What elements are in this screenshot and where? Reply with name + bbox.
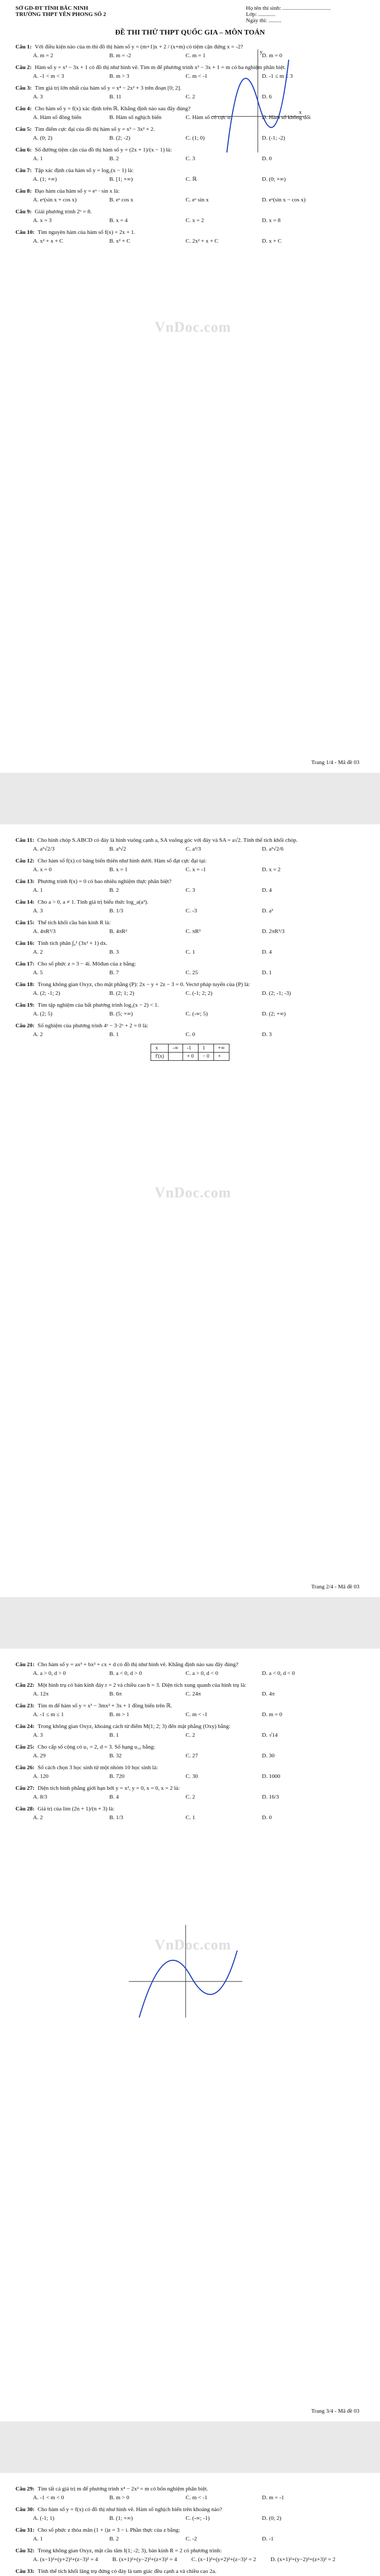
- question-text: Cho hàm số f(x) có bảng biến thiên như hình dưới. Hàm số đạt cực đại tại:: [37, 858, 207, 864]
- question-text: Tìm tất cả giá trị m để phương trình x⁴ − 2x² = m có bốn nghiệm phân biệt.: [37, 2486, 208, 2492]
- answer-option[interactable]: C. 1: [186, 1815, 195, 1821]
- question-text: Trong không gian Oxyz, cho mặt phẳng (P): 2x − y + 2z − 3 = 0. Vectơ pháp tuyến của (P) là:: [37, 981, 250, 988]
- answer-option[interactable]: B. (2; -2): [109, 135, 130, 141]
- table-cell: x: [151, 1044, 169, 1053]
- answer-option[interactable]: D. a < 0, d < 0: [262, 1670, 295, 1676]
- answer-option[interactable]: B. (1; +∞): [109, 2515, 133, 2521]
- question-text: Trong không gian Oxyz, mặt cầu tâm I(1; -2; 3), bán kính R = 2 có phương trình:: [37, 2548, 222, 2554]
- table-cell: 1: [198, 1044, 213, 1053]
- question: [0, 1762, 380, 1783]
- answer-option[interactable]: D. 1000: [262, 1773, 280, 1780]
- answer-options: [15, 1752, 365, 1760]
- answer-option[interactable]: C. 30: [186, 1773, 198, 1780]
- question-text: Cho số phức z thỏa mãn (1 + i)z = 3 − i. Phần thực của z bằng:: [37, 2527, 180, 2533]
- answer-option[interactable]: C. m < -1: [186, 2495, 208, 2501]
- answer-option[interactable]: D. √14: [262, 1732, 278, 1738]
- question-number: Câu 6:: [15, 147, 32, 153]
- answer-option[interactable]: B. 720: [109, 1773, 125, 1780]
- table-cell: [169, 1053, 183, 1061]
- answer-option[interactable]: D. a³: [262, 908, 273, 914]
- question: [0, 2483, 380, 2504]
- dept-name: SỞ GD-ĐT TỈNH BẮC NINH: [15, 5, 88, 11]
- answer-options: [15, 93, 365, 101]
- exam-title: ĐỀ THI THỬ THPT QUỐC GIA – MÔN TOÁN: [115, 29, 265, 37]
- question-text: Với điều kiện nào của m thì đồ thị hàm số y = (m+1)x + 2 / (x+m) có tiệm cận đứng x = -2?: [35, 44, 243, 50]
- question: [0, 2524, 380, 2545]
- question-text: Một hình trụ có bán kính đáy r = 2 và chiều cao h = 3. Diện tích xung quanh của hình trụ là:: [37, 1682, 246, 1688]
- question: [0, 835, 380, 855]
- answer-option[interactable]: B. x = 1: [109, 867, 128, 873]
- answer-option[interactable]: D. 4: [262, 887, 272, 893]
- answer-options: [15, 907, 365, 915]
- question: [0, 1680, 380, 1700]
- question-number: Câu 19:: [15, 1002, 35, 1008]
- watermark: VnDoc.com: [155, 1937, 232, 1953]
- answer-option[interactable]: D. (0; +∞): [262, 176, 286, 182]
- answer-option[interactable]: C. m < -1: [186, 1711, 208, 1718]
- answer-options: [15, 866, 365, 874]
- question-text: Tìm nguyên hàm của hàm số f(x) = 2x + 1.: [37, 229, 136, 235]
- answer-options: [15, 217, 365, 225]
- answer-options: [15, 969, 365, 977]
- question: [0, 1659, 380, 1680]
- question-text: Cho hàm số y = f(x) có đồ thị như hình vẽ. Hàm số nghịch biến trên khoảng nào?: [37, 2506, 222, 2513]
- question-number: Câu 2:: [15, 64, 32, 71]
- answer-option[interactable]: C. Hàm số có cực trị: [186, 114, 233, 121]
- question-text: Tập xác định của hàm số y = log₂(x − 1) là:: [35, 167, 134, 174]
- answer-option[interactable]: C. 3: [186, 156, 195, 162]
- question: [0, 2504, 380, 2524]
- answer-option[interactable]: C. a > 0, d < 0: [186, 1670, 219, 1676]
- page-4: [0, 2473, 380, 2576]
- answer-option[interactable]: B. (5; +∞): [109, 1011, 133, 1017]
- answer-options: [15, 134, 365, 142]
- question: [0, 2566, 380, 2576]
- answer-option[interactable]: C. (-1; 2; 2): [186, 990, 212, 996]
- answer-option[interactable]: C. (-∞; 5): [186, 1011, 208, 1017]
- question-number: Câu 13:: [15, 878, 35, 885]
- answer-option[interactable]: B. 1/3: [109, 1815, 123, 1821]
- answer-options: [15, 1793, 365, 1801]
- answer-option[interactable]: C. -3: [186, 908, 197, 914]
- answer-option[interactable]: B. m = -2: [109, 53, 131, 59]
- question-number: Câu 29:: [15, 2486, 35, 2492]
- answer-options: [15, 1690, 365, 1698]
- svg-text:x: x: [299, 110, 302, 115]
- answer-option[interactable]: D. 1: [262, 970, 272, 976]
- question-number: Câu 21:: [15, 1662, 35, 1668]
- question: [0, 999, 380, 1020]
- question-text: Cho hàm số y = ax³ + bx² + cx + d có đồ thị như hình vẽ. Khẳng định nào sau đây đúng?: [37, 1662, 239, 1668]
- answer-option[interactable]: B. (x+1)²+(y−2)²+(z+3)² = 4: [112, 2556, 177, 2563]
- answer-option[interactable]: D. 4: [262, 949, 272, 955]
- answer-option[interactable]: A. 2: [33, 1031, 43, 1038]
- school-name: TRƯỜNG THPT YÊN PHONG SỐ 2: [15, 11, 106, 18]
- question-number: Câu 10:: [15, 229, 35, 235]
- question-number: Câu 31:: [15, 2527, 35, 2533]
- answer-option[interactable]: A. 5: [33, 970, 43, 976]
- exam-header: [0, 0, 380, 24]
- page-gap: [0, 1597, 380, 1649]
- question-number: Câu 1:: [15, 44, 32, 50]
- answer-options: [15, 928, 365, 936]
- answer-option[interactable]: D. x = 8: [262, 217, 281, 224]
- question-number: Câu 27:: [15, 1785, 35, 1791]
- answer-option[interactable]: D. 16/3: [262, 1794, 279, 1800]
- answer-option[interactable]: C. (-∞; -1): [186, 2515, 210, 2521]
- table-cell: f'(x): [151, 1053, 169, 1061]
- question-text: Giải phương trình 2ˣ = 8.: [35, 209, 92, 215]
- answer-option[interactable]: A. 3: [33, 1732, 43, 1738]
- answer-option[interactable]: A. 3: [33, 908, 43, 914]
- answer-option[interactable]: D. 0: [262, 156, 272, 162]
- answer-option[interactable]: A. a > 0, d > 0: [33, 1670, 66, 1676]
- answer-option[interactable]: A. -1 ≤ m ≤ 1: [33, 1711, 64, 1718]
- answer-option[interactable]: A. (x−1)²+(y+2)²+(z−3)² = 4: [33, 2556, 98, 2563]
- cubic-graph-figure: [206, 44, 309, 158]
- answer-options: [15, 948, 365, 956]
- question-number: Câu 20:: [15, 1023, 35, 1029]
- answer-option[interactable]: C. 2: [186, 1794, 195, 1800]
- question-number: Câu 9:: [15, 209, 32, 215]
- answer-option[interactable]: A. m = 2: [33, 53, 54, 59]
- answer-option[interactable]: D. Hàm số không đổi: [262, 114, 311, 121]
- student-line: Họ tên thí sinh: ..................................: [246, 5, 331, 11]
- page-gap: [0, 2421, 380, 2473]
- answer-option[interactable]: C. 2: [186, 1732, 195, 1738]
- table-cell: -∞: [169, 1044, 183, 1053]
- answer-option[interactable]: C. ℝ: [186, 176, 197, 182]
- table-cell: +: [213, 1053, 229, 1061]
- answer-options: [15, 52, 365, 60]
- answer-option[interactable]: A. -1 < m < 0: [33, 2495, 64, 2501]
- answer-option[interactable]: B. m > 1: [109, 1711, 129, 1718]
- answer-option[interactable]: B. 1: [109, 1732, 119, 1738]
- answer-option[interactable]: B. a³√2: [109, 846, 126, 852]
- question: [0, 876, 380, 896]
- watermark: VnDoc.com: [155, 319, 232, 335]
- answer-option[interactable]: C. 0: [186, 1031, 195, 1038]
- question: [0, 1803, 380, 1824]
- answer-options: [15, 73, 365, 80]
- question-text: Tìm tập nghiệm của bất phương trình log₃(x − 2) < 1.: [37, 1002, 159, 1008]
- question-number: Câu 17:: [15, 961, 35, 967]
- answer-option[interactable]: B. 1: [109, 1031, 119, 1038]
- answer-options: [15, 238, 365, 245]
- answer-option[interactable]: B. Hàm số nghịch biến: [109, 114, 162, 121]
- answer-option[interactable]: A. (-1; 1): [33, 2515, 55, 2521]
- answer-option[interactable]: C. m < -1: [186, 73, 208, 79]
- answer-option[interactable]: A. 1: [33, 2536, 43, 2542]
- question: [0, 1741, 380, 1762]
- answer-options: [15, 1031, 365, 1039]
- answer-option[interactable]: A. (2; 5): [33, 1011, 53, 1017]
- answer-option[interactable]: D. a³√2/6: [262, 846, 284, 852]
- question-number: Câu 23:: [15, 1703, 35, 1709]
- page-footer: Trang 1/4 - Mã đề 03: [311, 759, 359, 766]
- question: [0, 227, 380, 247]
- answer-option[interactable]: A. -1 < m < 3: [33, 73, 64, 79]
- answer-option[interactable]: B. a < 0, d > 0: [109, 1670, 142, 1676]
- question: [0, 82, 380, 103]
- answer-options: [15, 114, 365, 122]
- question: [0, 2545, 380, 2566]
- answer-option[interactable]: A. 1: [33, 156, 43, 162]
- question-number: Câu 25:: [15, 1744, 35, 1750]
- answer-option[interactable]: B. x = 4: [109, 217, 128, 224]
- answer-option[interactable]: D. (x+1)²+(y−2)²+(z+3)² = 2: [270, 2556, 336, 2563]
- answer-option[interactable]: C. -2: [186, 2536, 197, 2542]
- answer-option[interactable]: A. 8/3: [33, 1794, 47, 1800]
- answer-option[interactable]: D. m = 0: [262, 1711, 283, 1718]
- question-text: Cho a > 0, a ≠ 1. Tính giá trị biểu thức log_a(a³).: [37, 899, 148, 905]
- question-text: Đạo hàm của hàm số y = eˣ · sin x là:: [35, 188, 120, 194]
- question-text: Tìm điểm cực đại của đồ thị hàm số y = x³ − 3x² + 2.: [35, 126, 155, 132]
- answer-option[interactable]: D. -1 ≤ m ≤ 3: [262, 73, 293, 79]
- answer-options: [15, 1773, 365, 1781]
- page-footer: Trang 3/4 - Mã đề 03: [311, 2408, 359, 2414]
- answer-option[interactable]: A. 2: [33, 1815, 43, 1821]
- page-1: [0, 0, 380, 773]
- answer-option[interactable]: D. m = 0: [262, 53, 283, 59]
- page-footer: Trang 2/4 - Mã đề 03: [311, 1584, 359, 1590]
- question: [0, 41, 380, 62]
- answer-option[interactable]: A. 3: [33, 94, 43, 100]
- answer-option[interactable]: C. x = 2: [186, 217, 204, 224]
- question-text: Số đường tiệm cận của đồ thị hàm số y = (2x + 1)/(x − 1) là:: [35, 147, 172, 153]
- question: [0, 1783, 380, 1803]
- question: [0, 1700, 380, 1721]
- answer-options: [15, 887, 365, 894]
- question-number: Câu 33:: [15, 2568, 35, 2574]
- answer-options: [15, 2535, 365, 2543]
- answer-option[interactable]: C. a³/3: [186, 846, 201, 852]
- answer-options: [15, 990, 365, 997]
- question-text: Cho hàm số y = f(x) xác định trên ℝ. Khẳng định nào sau đây đúng?: [35, 106, 191, 112]
- answer-option[interactable]: A. 4πR³/3: [33, 928, 56, 935]
- answer-option[interactable]: D. 3: [262, 1031, 272, 1038]
- question-number: Câu 5:: [15, 126, 32, 132]
- answer-option[interactable]: B. 6π: [109, 1691, 122, 1697]
- answer-option[interactable]: A. 120: [33, 1773, 48, 1780]
- question-text: Tìm giá trị lớn nhất của hàm số y = x⁴ − 2x² + 3 trên đoạn [0; 2].: [35, 85, 181, 91]
- answer-option[interactable]: B. 3: [109, 949, 119, 955]
- answer-option[interactable]: A. (2; -1; 2): [33, 990, 60, 996]
- answer-option[interactable]: A. x = 0: [33, 867, 52, 873]
- class-line: Lớp: ............: [246, 11, 275, 18]
- answer-options: [15, 176, 365, 183]
- question: [0, 103, 380, 124]
- answer-option[interactable]: D. -1: [262, 2536, 274, 2542]
- question-number: Câu 12:: [15, 858, 35, 864]
- question-text: Số cách chọn 3 học sinh từ một nhóm 10 học sinh là:: [37, 1765, 158, 1771]
- question: [0, 896, 380, 917]
- question-number: Câu 8:: [15, 188, 32, 194]
- answer-option[interactable]: B. eˣ cos x: [109, 197, 134, 203]
- answer-option[interactable]: D. x + C: [262, 238, 282, 244]
- answer-option[interactable]: D. 6: [262, 94, 272, 100]
- answer-option[interactable]: C. m = 1: [186, 53, 206, 59]
- question-text: Giá trị của lim (2n + 1)/(n + 3) là:: [37, 1806, 114, 1812]
- answer-option[interactable]: A. (0; 2): [33, 135, 53, 141]
- answer-option[interactable]: A. 29: [33, 1753, 46, 1759]
- date-line: Ngày thi: .........: [246, 18, 282, 24]
- question: [0, 958, 380, 979]
- question-number: Câu 3:: [15, 85, 32, 91]
- question-number: Câu 16:: [15, 940, 35, 946]
- question: [0, 917, 380, 938]
- question-text: Diện tích hình phẳng giới hạn bởi y = x², y = 0, x = 0, x = 2 là:: [37, 1785, 180, 1791]
- question-number: Câu 7:: [15, 167, 32, 174]
- answer-options: [15, 196, 365, 204]
- answer-option[interactable]: D. 0: [262, 1815, 272, 1821]
- question-text: Cho số phức z = 3 − 4i. Môđun của z bằng:: [37, 961, 136, 967]
- answer-option[interactable]: A. 12π: [33, 1691, 48, 1697]
- answer-option[interactable]: B. 1/3: [109, 908, 123, 914]
- answer-option[interactable]: B. 7: [109, 970, 119, 976]
- question: [0, 938, 380, 958]
- answer-option[interactable]: D. m = -1: [262, 2495, 284, 2501]
- answer-options: [15, 845, 365, 853]
- question-text: Phương trình f(x) = 0 có bao nhiêu nghiệm thực phân biệt?: [37, 878, 172, 885]
- answer-option[interactable]: A. a³√2/3: [33, 846, 55, 852]
- table-cell: +∞: [213, 1044, 229, 1053]
- page-3: [0, 1649, 380, 2421]
- answer-option[interactable]: B. 2: [109, 887, 119, 893]
- answer-options: [15, 2494, 365, 2502]
- question-number: Câu 32:: [15, 2548, 35, 2554]
- question: [0, 1721, 380, 1741]
- question: [0, 165, 380, 185]
- answer-option[interactable]: D. (2; -1; -3): [262, 990, 291, 996]
- answer-option[interactable]: D. (-1; -2): [262, 135, 285, 141]
- svg-text:y: y: [260, 49, 262, 55]
- answer-option[interactable]: A. x = 3: [33, 217, 52, 224]
- answer-option[interactable]: C. 25: [186, 970, 198, 976]
- answer-option[interactable]: A. x² + x + C: [33, 238, 63, 244]
- answer-option[interactable]: C. 27: [186, 1753, 198, 1759]
- answer-option[interactable]: B. m > 3: [109, 73, 129, 79]
- question-text: Tìm m để hàm số y = x³ − 3mx² + 3x + 1 đồng biến trên ℝ.: [37, 1703, 172, 1709]
- question: [0, 124, 380, 144]
- question: [0, 1020, 380, 1041]
- answer-option[interactable]: C. 2: [186, 94, 195, 100]
- answer-option[interactable]: B. m > 0: [109, 2495, 129, 2501]
- answer-option[interactable]: B. (2; 1; 2): [109, 990, 135, 996]
- answer-option[interactable]: C. 24π: [186, 1691, 201, 1697]
- answer-option[interactable]: C. πR³: [186, 928, 201, 935]
- variation-table: [151, 1044, 229, 1061]
- answer-option[interactable]: C. x = -1: [186, 867, 206, 873]
- question-number: Câu 4:: [15, 106, 32, 112]
- question: [0, 979, 380, 999]
- question-number: Câu 24:: [15, 1723, 35, 1730]
- watermark: VnDoc.com: [155, 1185, 232, 1201]
- page-2: [0, 824, 380, 1597]
- table-cell: -1: [183, 1044, 198, 1053]
- answer-options: [15, 2556, 365, 2564]
- question-number: Câu 26:: [15, 1765, 35, 1771]
- question-number: Câu 11:: [15, 837, 35, 843]
- question-number: Câu 14:: [15, 899, 35, 905]
- question-number: Câu 15:: [15, 920, 35, 926]
- answer-option[interactable]: B. 32: [109, 1753, 122, 1759]
- answer-option[interactable]: B. [1; +∞): [109, 176, 133, 182]
- question-text: Cho hình chóp S.ABCD có đáy là hình vuông cạnh a, SA vuông góc với đáy và SA = a√2. Tính thể tích khối chóp.: [37, 837, 298, 843]
- answer-option[interactable]: D. eˣ(sin x − cos x): [262, 197, 306, 203]
- answer-option[interactable]: A. 2: [33, 949, 43, 955]
- question-text: Số nghiệm của phương trình 4ˣ − 3·2ˣ + 2 = 0 là:: [37, 1023, 148, 1029]
- answer-option[interactable]: B. 4: [109, 1794, 119, 1800]
- answer-options: [15, 2515, 365, 2522]
- table-cell: − 0: [198, 1053, 213, 1061]
- answer-option[interactable]: D. (0; 2): [262, 2515, 282, 2521]
- question-text: Thể tích khối cầu bán kính R là:: [37, 920, 111, 926]
- answer-options: [15, 1670, 365, 1677]
- answer-options: [15, 1814, 365, 1822]
- answer-option[interactable]: B. 2: [109, 2536, 119, 2542]
- answer-option[interactable]: A. Hàm số đồng biến: [33, 114, 81, 121]
- answer-option[interactable]: A. 1: [33, 887, 43, 893]
- question: [0, 144, 380, 165]
- answer-option[interactable]: A. eˣ(sin x + cos x): [33, 197, 77, 203]
- question-number: Câu 22:: [15, 1682, 35, 1688]
- answer-option[interactable]: B. 11: [109, 94, 122, 100]
- answer-options: [15, 1732, 365, 1739]
- question-number: Câu 30:: [15, 2506, 35, 2513]
- answer-option[interactable]: D. 30: [262, 1753, 275, 1759]
- parabola-graph-figure: [124, 1920, 247, 2023]
- answer-option[interactable]: D. x = 2: [262, 867, 281, 873]
- answer-option[interactable]: B. 4πR²: [109, 928, 127, 935]
- answer-option[interactable]: C. eˣ sin x: [186, 197, 209, 203]
- question-text: Hàm số y = x³ − 3x + 1 có đồ thị như hình vẽ. Tìm m để phương trình x³ − 3x + 1 = m có ba nghiệm phân biệt.: [35, 64, 286, 71]
- answer-option[interactable]: C. 1: [186, 949, 195, 955]
- answer-option[interactable]: A. (1; +∞): [33, 176, 57, 182]
- answer-option[interactable]: D. 4π: [262, 1691, 275, 1697]
- table-cell: + 0: [183, 1053, 198, 1061]
- question: [0, 62, 380, 82]
- question-number: Câu 28:: [15, 1806, 35, 1812]
- question: [0, 185, 380, 206]
- answer-option[interactable]: C. 2x² + x + C: [186, 238, 219, 244]
- answer-option[interactable]: D. (2; +∞): [262, 1011, 286, 1017]
- question-text: Trong không gian Oxyz, khoảng cách từ điểm M(1; 2; 3) đến mặt phẳng (Oxy) bằng:: [37, 1723, 230, 1730]
- question-text: Tính tích phân ∫₀¹ (3x² + 1) dx.: [37, 940, 108, 946]
- question: [0, 206, 380, 227]
- page-gap: [0, 773, 380, 824]
- answer-option[interactable]: B. x² + C: [109, 238, 130, 244]
- answer-options: [15, 1010, 365, 1018]
- question-number: Câu 18:: [15, 981, 35, 988]
- question-text: Cho cấp số cộng có u₁ = 2, d = 3. Số hạng u₁₀ bằng:: [37, 1744, 155, 1750]
- answer-option[interactable]: C. (1; 0): [186, 135, 205, 141]
- answer-option[interactable]: C. (x−1)²+(y+2)²+(z−3)² = 2: [191, 2556, 256, 2563]
- answer-options: [15, 155, 365, 163]
- answer-option[interactable]: C. 3: [186, 887, 195, 893]
- question-text: Tính thể tích khối lăng trụ đứng có đáy là tam giác đều cạnh a và chiều cao 2a.: [37, 2568, 217, 2574]
- question: [0, 855, 380, 876]
- answer-options: [15, 1711, 365, 1719]
- answer-option[interactable]: B. 2: [109, 156, 119, 162]
- answer-option[interactable]: D. 2πR³/3: [262, 928, 285, 935]
